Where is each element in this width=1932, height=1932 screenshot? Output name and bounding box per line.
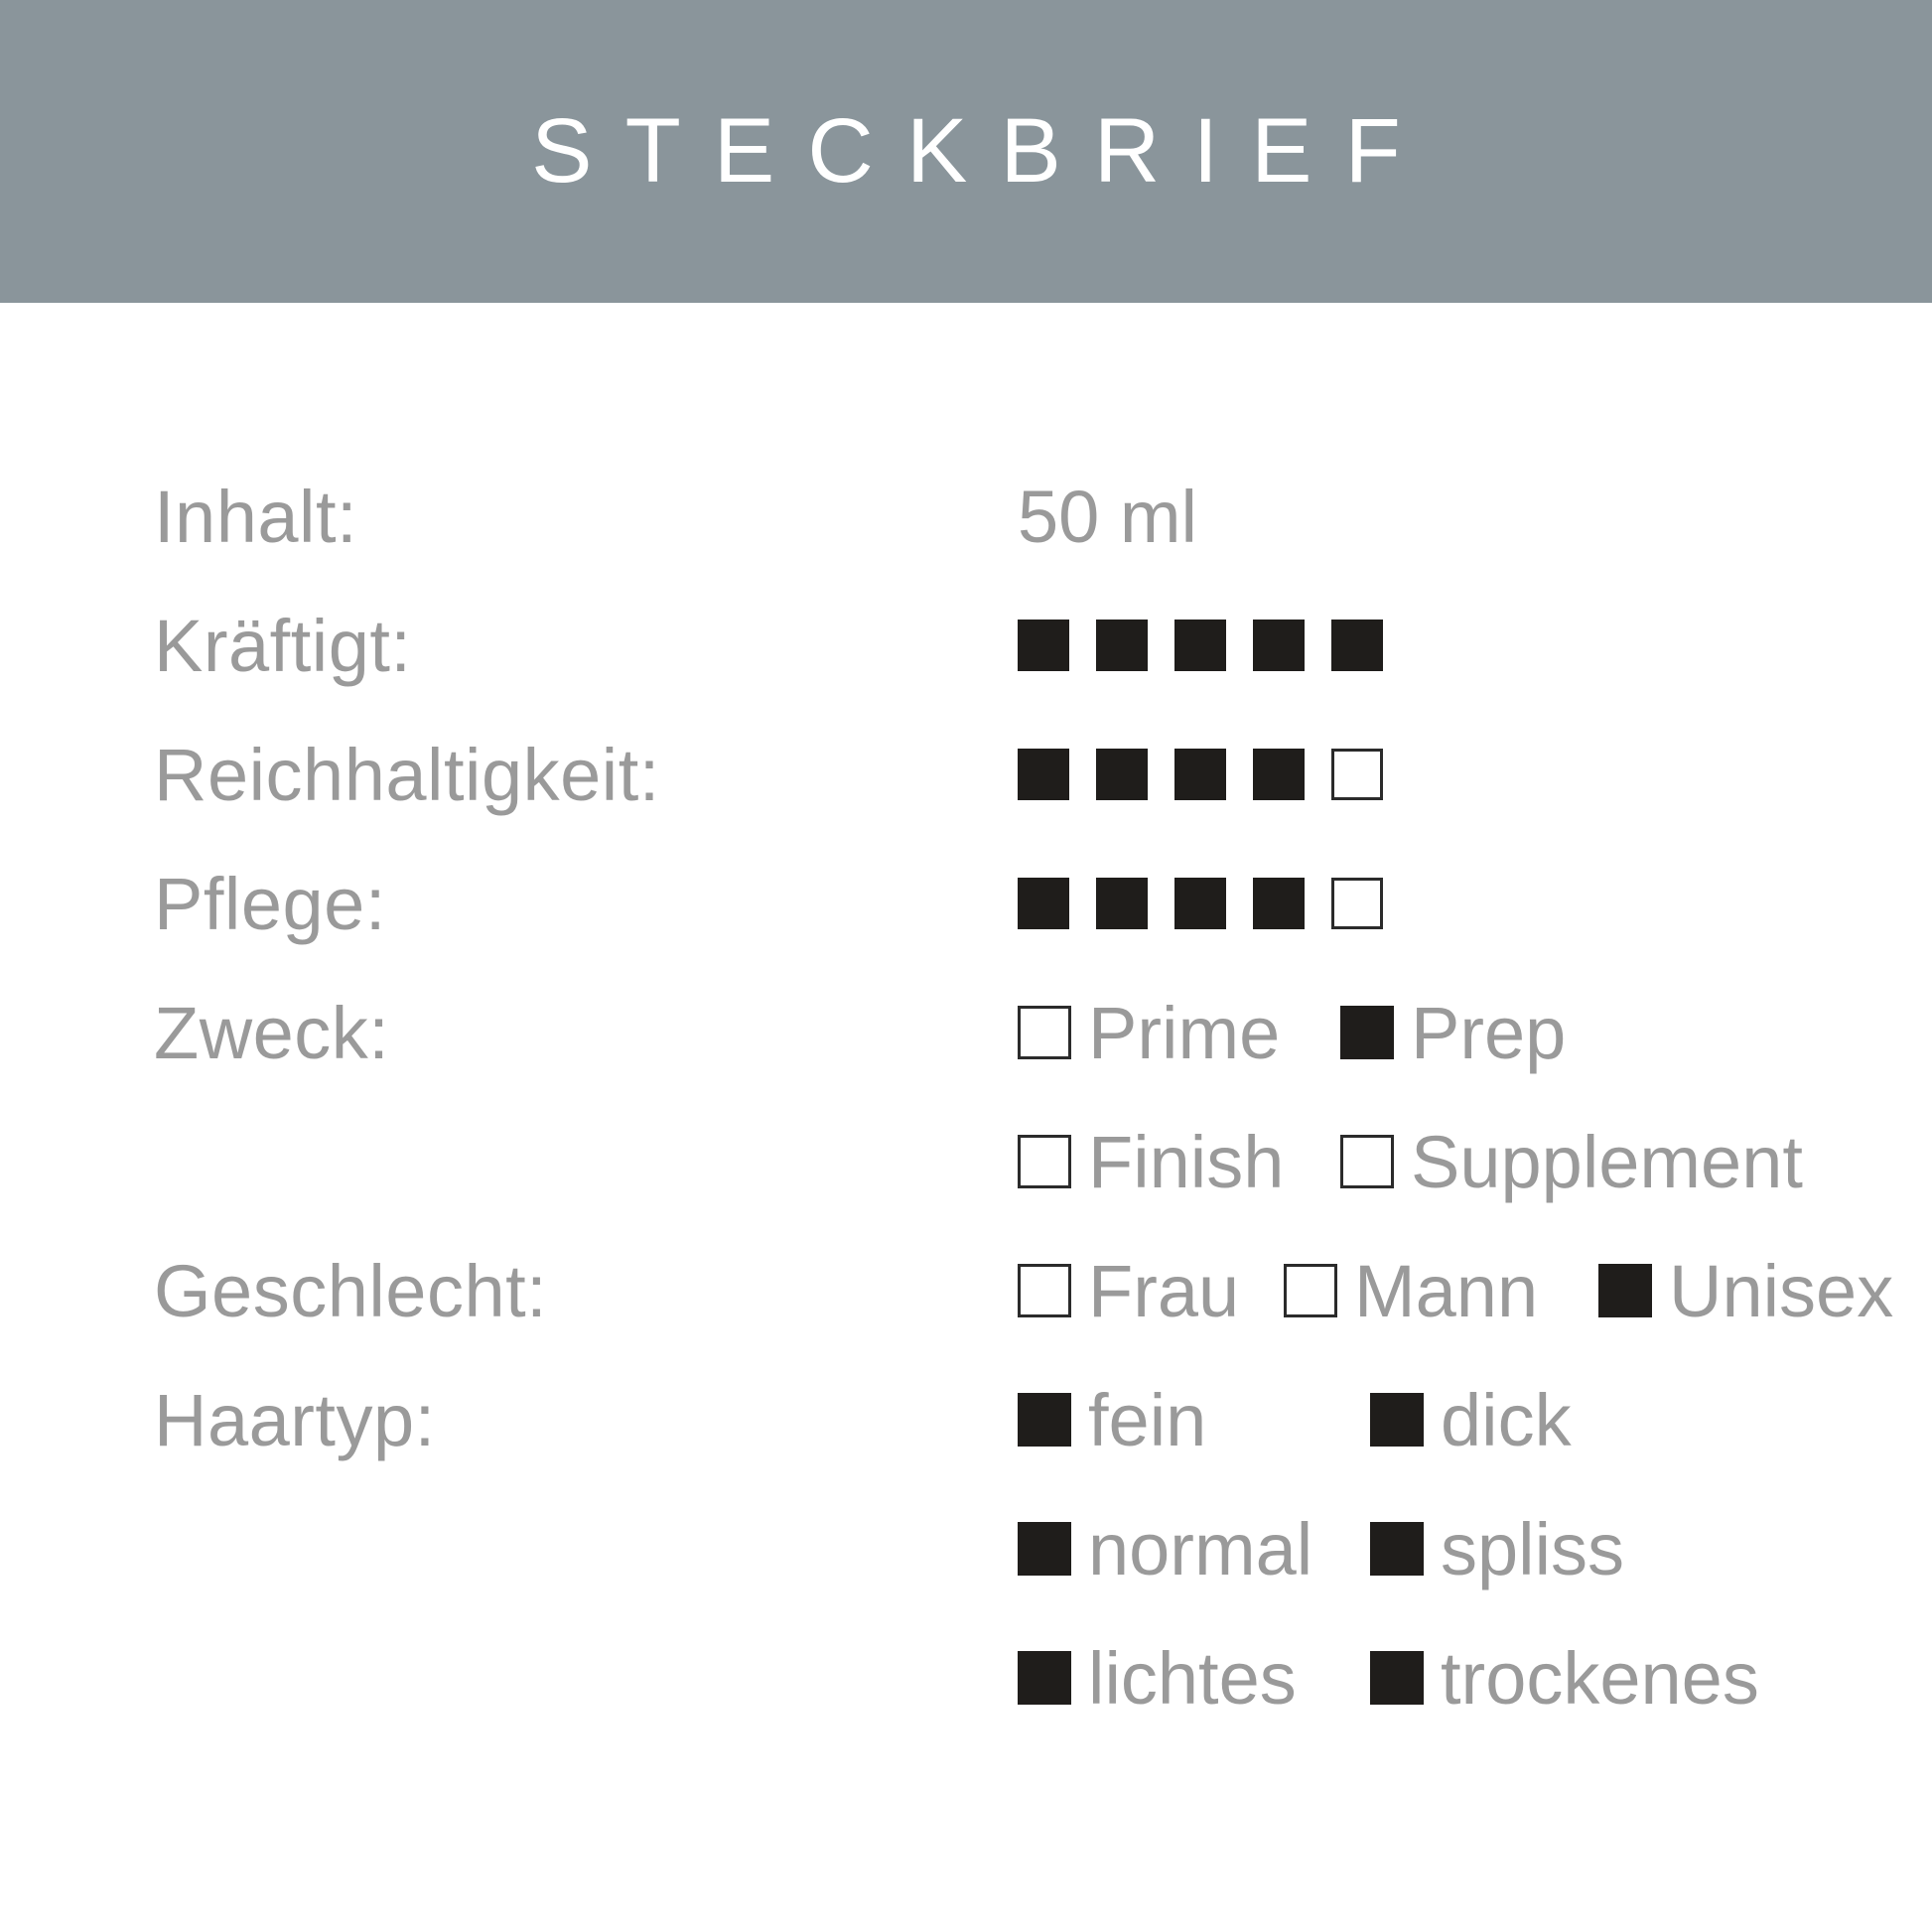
option-label-spliss: spliss: [1441, 1507, 1625, 1590]
checkbox-unchecked-prime: [1018, 1006, 1071, 1059]
rating-square-filled: [1253, 878, 1305, 929]
option-label-prep: Prep: [1411, 991, 1567, 1074]
rating-square-filled: [1253, 620, 1305, 671]
option-lichtes: [1018, 1636, 1370, 1721]
row-zweck-line2: [154, 1097, 1932, 1226]
content: [0, 303, 1932, 1742]
option-label-lichtes: lichtes: [1088, 1636, 1297, 1720]
option-supplement: [1340, 1120, 1803, 1204]
row-haartyp-line1: [154, 1355, 1932, 1484]
option-prep: [1340, 991, 1566, 1075]
checkbox-checked-lichtes: [1018, 1651, 1071, 1705]
haartyp-options-line1: [1018, 1378, 1572, 1462]
checkbox-checked-trockenes: [1370, 1651, 1424, 1705]
rating-square-filled: [1174, 749, 1226, 800]
pflege-label: Pflege:: [154, 862, 386, 945]
rating-square-empty: [1331, 749, 1383, 800]
option-unisex: [1598, 1249, 1893, 1333]
haartyp-options-line3: [1018, 1636, 1759, 1721]
rating-square-filled: [1018, 620, 1069, 671]
row-kraeftigt: [154, 581, 1932, 710]
reichhaltigkeit-label: Reichhaltigkeit:: [154, 733, 660, 816]
option-label-frau: Frau: [1088, 1249, 1240, 1332]
row-pflege: [154, 839, 1932, 968]
inhalt-value: 50 ml: [1018, 475, 1197, 558]
option-label-prime: Prime: [1088, 991, 1281, 1074]
row-reichhaltigkeit: [154, 710, 1932, 839]
kraeftigt-label: Kräftigt:: [154, 604, 412, 687]
inhalt-label: Inhalt:: [154, 475, 358, 558]
kraeftigt-rating: [1018, 620, 1410, 671]
option-normal: [1018, 1507, 1370, 1591]
option-label-unisex: Unisex: [1669, 1249, 1894, 1332]
option-label-finish: Finish: [1088, 1120, 1285, 1203]
checkbox-checked-prep: [1340, 1006, 1394, 1059]
rating-square-filled: [1096, 878, 1148, 929]
rating-square-filled: [1331, 620, 1383, 671]
rating-square-filled: [1018, 749, 1069, 800]
option-label-supplement: Supplement: [1411, 1120, 1803, 1203]
haartyp-options-line2: [1018, 1507, 1624, 1591]
zweck-options-line1: [1018, 991, 1566, 1075]
option-frau: [1018, 1249, 1284, 1333]
rating-square-filled: [1253, 749, 1305, 800]
rating-square-filled: [1174, 878, 1226, 929]
checkbox-unchecked-mann: [1284, 1264, 1337, 1317]
geschlecht-options: [1018, 1249, 1893, 1333]
rating-square-filled: [1096, 620, 1148, 671]
haartyp-label: Haartyp:: [154, 1378, 436, 1461]
checkbox-unchecked-finish: [1018, 1135, 1071, 1188]
row-haartyp-line2: [154, 1484, 1932, 1613]
geschlecht-label: Geschlecht:: [154, 1249, 548, 1332]
checkbox-checked-unisex: [1598, 1264, 1652, 1317]
option-label-fein: fein: [1088, 1378, 1207, 1461]
option-label-normal: normal: [1088, 1507, 1313, 1590]
row-inhalt: [154, 452, 1932, 581]
option-mann: [1284, 1249, 1598, 1333]
option-fein: [1018, 1378, 1370, 1462]
row-geschlecht: [154, 1226, 1932, 1355]
option-finish: [1018, 1120, 1340, 1204]
checkbox-checked-normal: [1018, 1522, 1071, 1576]
option-label-mann: Mann: [1354, 1249, 1539, 1332]
header-bar: [0, 0, 1932, 303]
reichhaltigkeit-rating: [1018, 749, 1410, 800]
row-zweck-line1: [154, 968, 1932, 1097]
option-label-dick: dick: [1441, 1378, 1572, 1461]
checkbox-checked-fein: [1018, 1393, 1071, 1447]
rating-square-filled: [1018, 878, 1069, 929]
checkbox-checked-spliss: [1370, 1522, 1424, 1576]
checkbox-unchecked-frau: [1018, 1264, 1071, 1317]
pflege-rating: [1018, 878, 1410, 929]
option-spliss: [1370, 1507, 1624, 1591]
rating-square-empty: [1331, 878, 1383, 929]
option-dick: [1370, 1378, 1572, 1462]
row-haartyp-line3: [154, 1613, 1932, 1742]
page-title: STECKBRIEF: [531, 100, 1434, 202]
zweck-options-line2: [1018, 1120, 1803, 1204]
checkbox-checked-dick: [1370, 1393, 1424, 1447]
option-label-trockenes: trockenes: [1441, 1636, 1759, 1720]
zweck-label: Zweck:: [154, 991, 390, 1074]
rating-square-filled: [1096, 749, 1148, 800]
option-prime: [1018, 991, 1340, 1075]
rating-square-filled: [1174, 620, 1226, 671]
option-trockenes: [1370, 1636, 1759, 1721]
checkbox-unchecked-supplement: [1340, 1135, 1394, 1188]
